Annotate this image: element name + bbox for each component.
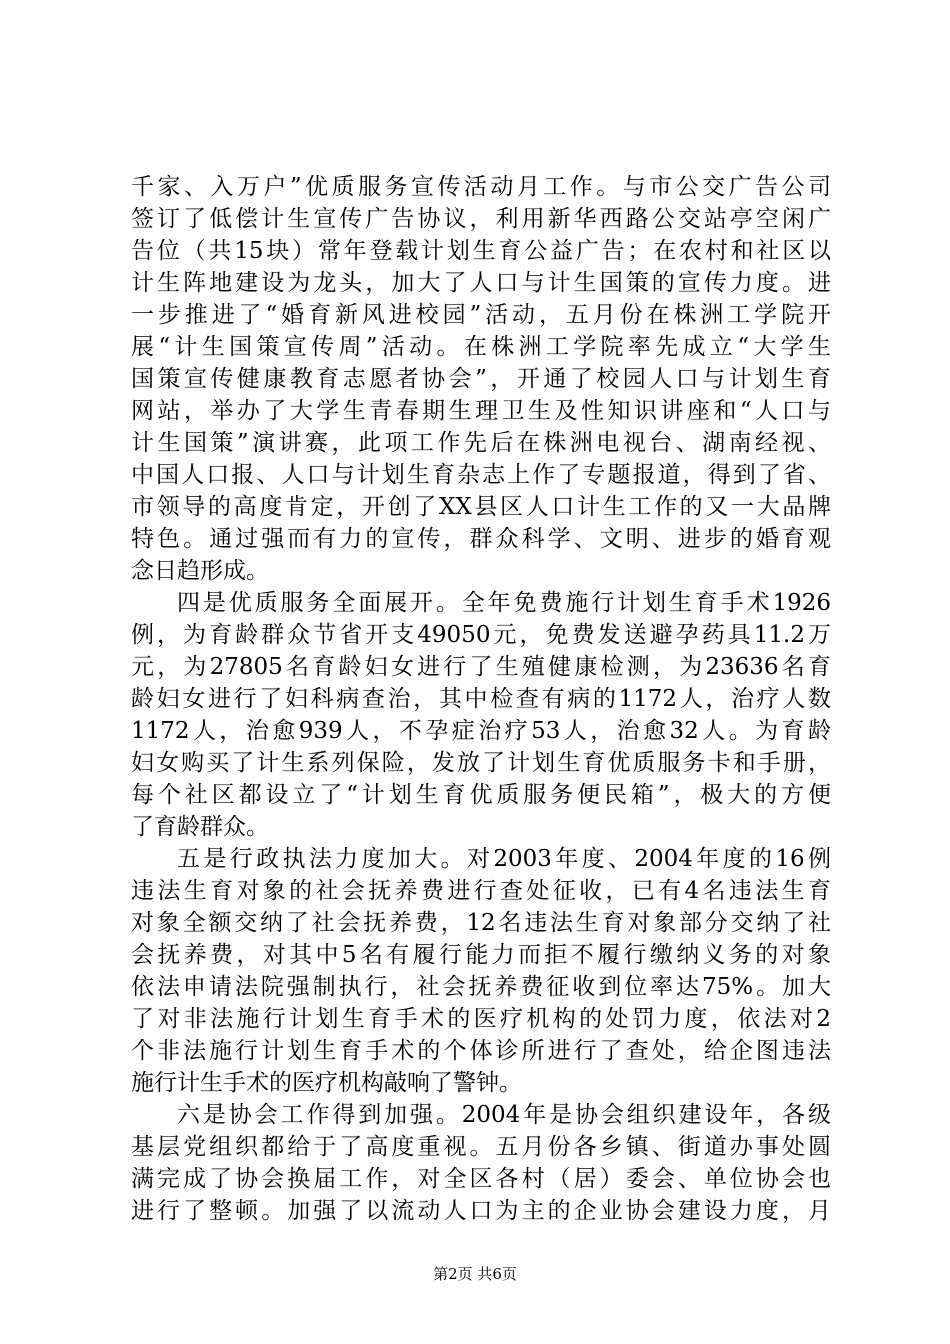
text-line: 施行计生手术的医疗机构敲响了警钟。 bbox=[131, 1070, 522, 1096]
text-line: 网站，举办了大学生青春期生理卫生及性知识讲座和“人口与 bbox=[131, 398, 831, 424]
text-line: 龄妇女进行了妇科病查治，其中检查有病的1172人，治疗人数 bbox=[131, 686, 831, 712]
text-line: 个非法施行计划生育手术的个体诊所进行了查处，给企图违法 bbox=[131, 1038, 831, 1064]
text-line: 进行了整顿。加强了以流动人口为主的企业协会建设力度，月 bbox=[131, 1198, 831, 1224]
text-line: 千家、入万户”优质服务宣传活动月工作。与市公交广告公司 bbox=[131, 174, 831, 200]
paragraph-start-line: 六是协会工作得到加强。2004年是协会组织建设年，各级 bbox=[177, 1102, 831, 1128]
text-line: 计生国策”演讲赛，此项工作先后在株洲电视台、湖南经视、 bbox=[131, 430, 831, 456]
text-line: 例，为育龄群众节省开支49050元，免费发送避孕药具11.2万 bbox=[131, 622, 831, 648]
text-line: 违法生育对象的社会抚养费进行查处征收，已有4名违法生育 bbox=[131, 878, 831, 904]
paragraph-start-line: 五是行政执法力度加大。对2003年度、2004年度的16例 bbox=[177, 846, 831, 872]
text-line: 签订了低偿计生宣传广告协议，利用新华西路公交站亭空闲广 bbox=[131, 206, 831, 232]
text-line: 市领导的高度肯定，开创了XX县区人口计生工作的又一大品牌 bbox=[131, 494, 831, 520]
text-line: 妇女购买了计生系列保险，发放了计划生育优质服务卡和手册， bbox=[131, 750, 831, 776]
text-line: 依法申请法院强制执行，社会抚养费征收到位率达75%。加大 bbox=[131, 974, 831, 1000]
text-line: 对象全额交纳了社会抚养费，12名违法生育对象部分交纳了社 bbox=[131, 910, 831, 936]
text-line: 基层党组织都给于了高度重视。五月份各乡镇、街道办事处圆 bbox=[131, 1134, 831, 1160]
text-line: 计生阵地建设为龙头，加大了人口与计生国策的宣传力度。进 bbox=[131, 270, 831, 296]
paragraph-start-line: 四是优质服务全面展开。全年免费施行计划生育手术1926 bbox=[177, 590, 831, 616]
page-number-label: 第2页 共6页 bbox=[433, 1265, 517, 1283]
text-line: 会抚养费，对其中5名有履行能力而拒不履行缴纳义务的对象 bbox=[131, 942, 831, 968]
page-footer bbox=[0, 1264, 950, 1284]
text-line: 了对非法施行计划生育手术的医疗机构的处罚力度，依法对2 bbox=[131, 1006, 831, 1032]
text-line: 国策宣传健康教育志愿者协会”，开通了校园人口与计划生育 bbox=[131, 366, 831, 392]
text-line: 了育龄群众。 bbox=[131, 814, 269, 840]
text-line: 展“计生国策宣传周”活动。在株洲工学院率先成立“大学生 bbox=[131, 334, 831, 360]
text-line: 一步推进了“婚育新风进校园”活动，五月份在株洲工学院开 bbox=[131, 302, 831, 328]
text-line: 1172人，治愈939人，不孕症治疗53人，治愈32人。为育龄 bbox=[131, 718, 831, 744]
text-line: 元，为27805名育龄妇女进行了生殖健康检测，为23636名育 bbox=[131, 654, 831, 680]
text-line: 中国人口报、人口与计划生育杂志上作了专题报道，得到了省、 bbox=[131, 462, 831, 488]
text-line: 告位（共15块）常年登载计划生育公益广告；在农村和社区以 bbox=[131, 238, 831, 264]
text-line: 满完成了协会换届工作，对全区各村（居）委会、单位协会也 bbox=[131, 1166, 831, 1192]
text-line: 念日趋形成。 bbox=[131, 558, 269, 584]
text-line: 每个社区都设立了“计划生育优质服务便民箱”，极大的方便 bbox=[131, 782, 831, 808]
text-line: 特色。通过强而有力的宣传，群众科学、文明、进步的婚育观 bbox=[131, 526, 831, 552]
document-body bbox=[131, 171, 831, 1227]
